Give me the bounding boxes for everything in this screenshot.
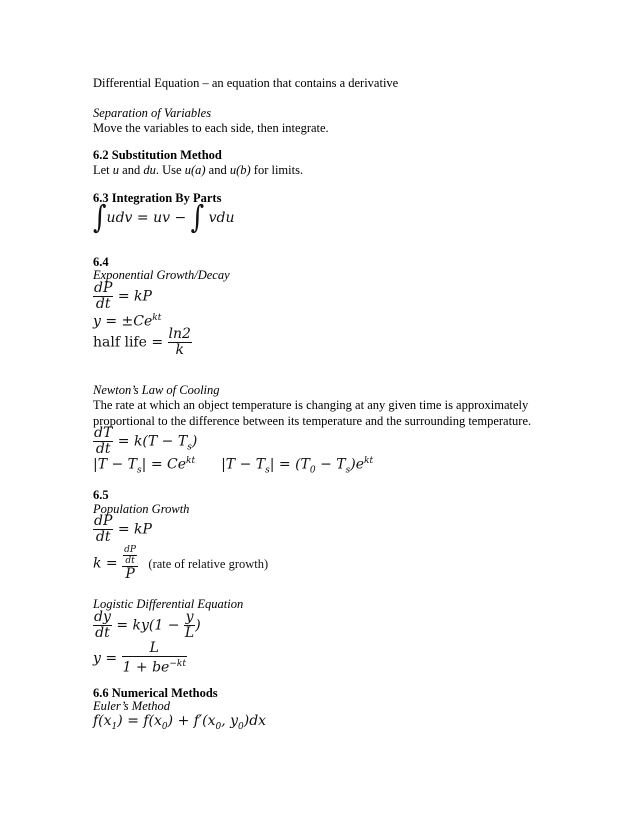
separation-title: Separation of Variables: [93, 106, 212, 120]
exponential-solution: $y = \pm Ce^{kt}$: [93, 313, 162, 330]
half-life-equation: half life = $\frac{\ln 2}{k}$: [93, 326, 191, 358]
separation-body: Move the variables to each side, then integrate.: [93, 121, 329, 135]
logistic-title: Logistic Differential Equation: [93, 597, 244, 611]
section-6-6-heading: 6.6 Numerical Methods: [93, 686, 218, 700]
section-6-3-heading: 6.3 Integration By Parts: [93, 191, 222, 205]
logistic-solution: y = $\frac{L}{1 + be^{-kt}}$: [93, 640, 186, 676]
newton-title: Newton’s Law of Cooling: [93, 383, 220, 397]
section-6-2-heading: 6.2 Substitution Method: [93, 148, 222, 162]
section-6-5-heading: 6.5: [93, 488, 109, 502]
section-6-2-text: Let u and du. Use u(a) and u(b) for limits.: [93, 163, 304, 177]
newton-equation: $\frac{dT}{dt}$ = $k(T - T_s)$: [94, 425, 198, 457]
population-title: Population Growth: [93, 502, 190, 516]
integration-by-parts-formula: ∫udv = uv − ∫ vdu: [93, 200, 235, 236]
exponential-title: Exponential Growth/Decay: [93, 268, 230, 282]
newton-body: The rate at which an object temperature is changing at any given time is approximately proportional to the difference between its temperature and the surrounding temperature.: [93, 398, 532, 428]
newton-solution: $|T - T_s| = Ce^{kt}$ $|T - T_s| = (T_0 - T_s)e^{kt}$: [93, 456, 374, 476]
definition-text: Differential Equation – an equation that contains a derivative: [93, 76, 399, 90]
euler-title: Euler’s Method: [93, 699, 170, 713]
euler-formula: $f(x_1) = f(x_0) + f'(x_0$, $y_0)dx$: [93, 713, 267, 732]
section-6-4-heading: 6.4: [93, 255, 109, 269]
relative-growth-equation: k = $\frac{\frac{dP}{dt}}{P}$ (rate of relative growth): [93, 545, 269, 582]
logistic-equation: $\frac{dy}{dt}$ = ky(1 − $\frac{y}{L}$ ): [94, 609, 201, 641]
population-equation: $\frac{dP}{dt}$ = kP: [94, 513, 152, 545]
growth-equation: $\frac{dP}{dt}$ = kP: [94, 280, 152, 312]
